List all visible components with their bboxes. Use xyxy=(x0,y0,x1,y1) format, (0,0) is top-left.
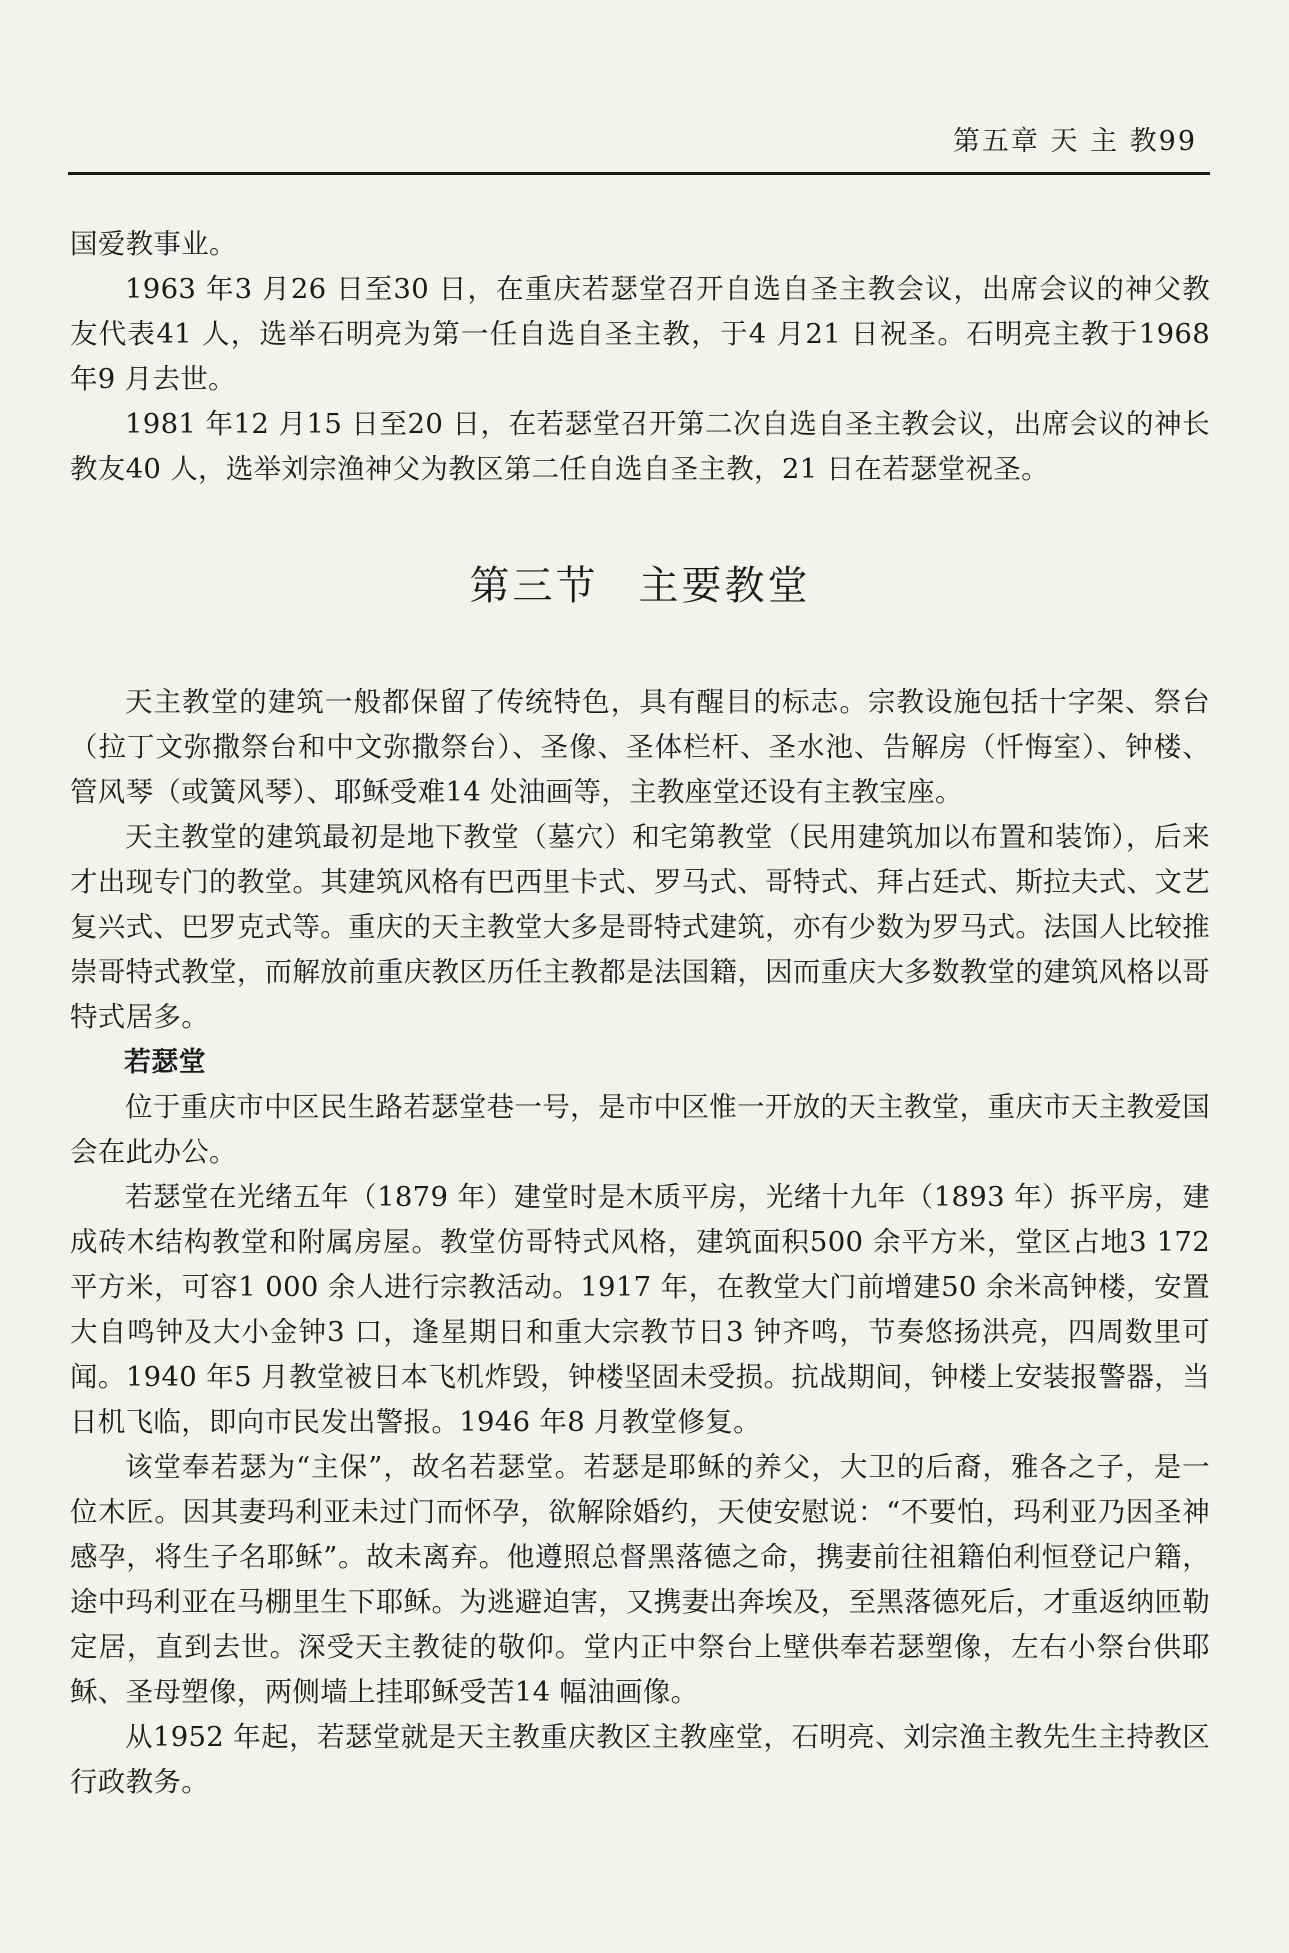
paragraph: 从1952 年起，若瑟堂就是天主教重庆教区主教座堂，石明亮、刘宗渔主教先生主持教区行政教务。 xyxy=(70,1721,1210,1798)
section-title: 主要教堂 xyxy=(638,563,811,609)
page-number: 99 xyxy=(1158,126,1197,157)
section-number: 第三节 xyxy=(469,563,599,609)
body-text xyxy=(70,222,1210,1805)
paragraph: 天主教堂的建筑一般都保留了传统特色，具有醒目的标志。宗教设施包括十字架、祭台（拉丁文弥撒祭台和中文弥撒祭台）、圣像、圣体栏杆、圣水池、告解房（忏悔室）、钟楼、管风琴（或簧风琴）、耶稣受难14 处油画等，主教座堂还设有主教宝座。 xyxy=(70,686,1210,808)
paragraph: 该堂奉若瑟为“主保”，故名若瑟堂。若瑟是耶稣的养父，大卫的后裔，雅各之子，是一位木匠。因其妻玛利亚未过门而怀孕，欲解除婚约，天使安慰说：“不要怕，玛利亚乃因圣神感孕，将生子名耶稣”。故未离弃。他遵照总督黑落德之命，携妻前往祖籍伯利恒登记户籍，途中玛利亚在马棚里生下耶稣。为逃避迫害，又携妻出奔埃及，至黑落德死后，才重返纳匝勒定居，直到去世。深受天主教徒的敬仰。堂内正中祭台上壁供奉若瑟塑像，左右小祭台供耶稣、圣母塑像，两侧墙上挂耶稣受苦14 幅油画像。 xyxy=(70,1451,1210,1708)
paragraph: 1963 年3 月26 日至30 日，在重庆若瑟堂召开自选自圣主教会议，出席会议的神父教友代表41 人，选举石明亮为第一任自选自圣主教，于4 月21 日祝圣。石明亮主教于1968 年9 月去世。 xyxy=(70,273,1210,395)
running-title: 第五章 天 主 教 xyxy=(952,126,1159,157)
paragraph: 国爱教事业。 xyxy=(70,228,237,260)
paragraph: 位于重庆市中区民生路若瑟堂巷一号，是市中区惟一开放的天主教堂，重庆市天主教爱国会在此办公。 xyxy=(70,1091,1210,1168)
paragraph: 1981 年12 月15 日至20 日，在若瑟堂召开第二次自选自圣主教会议，出席会议的神长教友40 人，选举刘宗渔神父为教区第二任自选自圣主教，21 日在若瑟堂祝圣。 xyxy=(70,408,1210,485)
paragraph: 天主教堂的建筑最初是地下教堂（墓穴）和宅第教堂（民用建筑加以布置和装饰），后来才出现专门的教堂。其建筑风格有巴西里卡式、罗马式、哥特式、拜占廷式、斯拉夫式、文艺复兴式、巴罗克式等。重庆的天主教堂大多是哥特式建筑，亦有少数为罗马式。法国人比较推崇哥特式教堂，而解放前重庆教区历任主教都是法国籍，因而重庆大多数教堂的建筑风格以哥特式居多。 xyxy=(70,821,1210,1033)
paragraph: 若瑟堂在光绪五年（1879 年）建堂时是木质平房，光绪十九年（1893 年）拆平房，建成砖木结构教堂和附属房屋。教堂仿哥特式风格，建筑面积500 余平方米，堂区占地3 172平方米，可容1 000 余人进行宗教活动。1917 年，在教堂大门前增建50 余米高钟楼，安置大自鸣钟及大小金钟3 口，逢星期日和重大宗教节日3 钟齐鸣，节奏悠扬洪亮，四周数里可闻。1940 年5 月教堂被日本飞机炸毁，钟楼坚固未受损。抗战期间，钟楼上安装报警器，当日机飞临，即向市民发出警报。1946 年8 月教堂修复。 xyxy=(70,1181,1210,1438)
subsection-heading: 若瑟堂 xyxy=(124,1047,206,1078)
running-head xyxy=(953,128,1197,155)
section-heading xyxy=(70,563,1210,609)
header-rule xyxy=(68,172,1210,175)
